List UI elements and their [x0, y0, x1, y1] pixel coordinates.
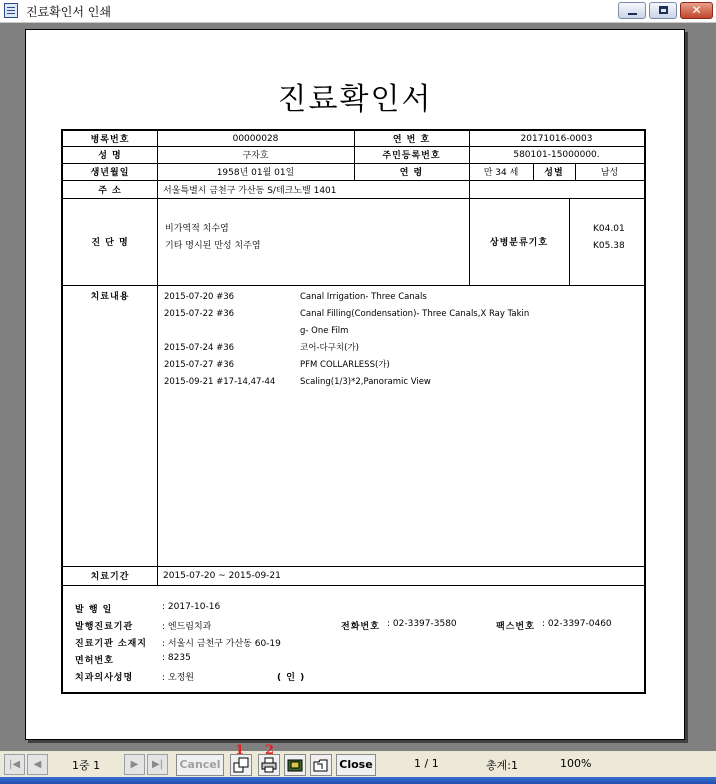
- page-count: 1 / 1: [414, 757, 439, 770]
- last-page-button[interactable]: [147, 754, 168, 775]
- export-button[interactable]: [284, 754, 306, 776]
- license-value: : 8235: [162, 653, 191, 663]
- title-bar: [0, 0, 716, 23]
- treatment-date: 2015-07-27 #36: [164, 360, 235, 370]
- age-value: 만 34 세: [483, 168, 519, 178]
- last-page-icon: ▶|: [151, 759, 164, 770]
- next-page-button[interactable]: [124, 754, 145, 775]
- treatment-row: [164, 374, 529, 391]
- treatment-content: Canal Filling(Condensation)- Three Canals,X Ray Takin: [300, 309, 530, 319]
- certificate-form: [61, 129, 646, 694]
- treatment-date: 2015-07-24 #36: [164, 343, 235, 353]
- print-preview-area[interactable]: [0, 23, 716, 751]
- page-setup-button[interactable]: [230, 743, 252, 776]
- license-label: 면허번호: [75, 656, 114, 666]
- treatment-label: 치료내용: [90, 291, 130, 302]
- close-icon: ✕: [691, 3, 702, 17]
- treatment-content: PFM COLLARLESS(가): [300, 360, 390, 370]
- fax-label: 팩스번호: [496, 622, 535, 632]
- next-page-icon: ▶: [130, 759, 139, 770]
- cancel-button[interactable]: Cancel: [176, 754, 224, 776]
- open-folder-icon: [313, 757, 329, 773]
- current-page-label: 1중 1: [72, 759, 101, 772]
- treatment-content: Scaling(1/3)*2,Panoramic View: [300, 377, 431, 387]
- disease-code-label: 상병분류기호: [489, 238, 549, 248]
- phone-label: 전화번호: [341, 622, 380, 632]
- annotation-marker-2: 2: [265, 743, 275, 758]
- export-icon: [287, 757, 303, 773]
- period-label: 치료기간: [90, 572, 130, 582]
- maximize-icon: [659, 6, 668, 14]
- close-preview-button[interactable]: Close: [336, 754, 376, 776]
- window-title: 진료확인서 인쇄: [26, 5, 111, 19]
- doctor-label: 치과의사성명: [75, 673, 134, 683]
- clinic-value: : 엔드림치과: [162, 622, 212, 632]
- first-page-button[interactable]: [4, 754, 25, 775]
- printer-icon: [261, 757, 277, 773]
- print-button[interactable]: [258, 743, 280, 776]
- address-value: 서울특별시 금천구 가산동 S/테크노밸 1401: [163, 185, 337, 196]
- period-value: 2015-07-20 ~ 2015-09-21: [163, 570, 281, 581]
- treatment-date: 2015-07-20 #36: [164, 292, 235, 302]
- taskbar: [0, 777, 716, 784]
- first-page-icon: |◀: [8, 759, 21, 770]
- treatment-date: 2015-07-22 #36: [164, 309, 235, 319]
- minimize-button[interactable]: [618, 2, 646, 19]
- treatment-row: [164, 289, 529, 306]
- disease-code-list: [593, 221, 625, 255]
- maximize-button[interactable]: [649, 2, 677, 19]
- treatment-date: [164, 323, 300, 340]
- open-file-button[interactable]: [310, 754, 332, 776]
- app-document-icon: [4, 3, 18, 18]
- fax-value: : 02-3397-0460: [542, 619, 612, 629]
- diagnosis-list: [165, 221, 261, 255]
- sex-label: 성별: [544, 168, 564, 178]
- minimize-icon: [628, 13, 637, 15]
- age-label: 연 령: [399, 168, 424, 178]
- birth-label: 생년월일: [90, 168, 130, 178]
- chart-no-label: 병록번호: [90, 135, 130, 145]
- address-label: 주 소: [98, 185, 122, 196]
- treatment-list: [164, 289, 529, 391]
- treatment-row: [164, 306, 529, 323]
- resident-no-value: 580101-15000000.: [513, 149, 600, 160]
- treatment-date: 2015-09-21 #17-14,47-44: [164, 377, 276, 387]
- prev-page-icon: ◀: [33, 759, 42, 770]
- disease-code: K05.38: [593, 241, 625, 251]
- diagnosis-item: 비가역적 치수염: [165, 224, 229, 234]
- treatment-row: [164, 357, 529, 374]
- serial-no-label: 연 번 호: [392, 135, 431, 145]
- name-label: 성 명: [98, 151, 122, 161]
- zoom-level: 100%: [560, 757, 592, 770]
- birth-value: 1958년 01월 01일: [216, 168, 295, 178]
- disease-code: K04.01: [593, 224, 625, 234]
- treatment-row: [164, 340, 529, 357]
- treatment-content: 코어-다구치(가): [300, 343, 359, 353]
- chart-no-value: 00000028: [232, 133, 279, 144]
- phone-value: : 02-3397-3580: [387, 619, 457, 629]
- issue-date-value: : 2017-10-16: [162, 602, 221, 612]
- treatment-content: g- One Film: [300, 326, 349, 336]
- name-value: 구자호: [242, 151, 269, 161]
- document-title: 진료확인서: [277, 82, 433, 117]
- clinic-address-value: : 서울시 금천구 가산동 60-19: [162, 639, 281, 649]
- issue-date-label: 발 행 일: [75, 605, 113, 615]
- doctor-value: : 오정원: [162, 673, 194, 683]
- seal-mark: ( 인 ): [277, 673, 306, 683]
- page-setup-icon: [233, 757, 249, 773]
- total-count: 총계:1: [486, 759, 518, 772]
- serial-no-value: 20171016-0003: [520, 133, 593, 144]
- document-page: [25, 29, 685, 740]
- resident-no-label: 주민등록번호: [382, 151, 441, 161]
- prev-page-button[interactable]: [27, 754, 48, 775]
- clinic-label: 발행진료기관: [75, 622, 134, 632]
- clinic-address-label: 진료기관 소재지: [75, 639, 147, 649]
- annotation-marker-1: 1: [235, 743, 245, 758]
- treatment-content: Canal Irrigation- Three Canals: [300, 292, 427, 302]
- close-window-button[interactable]: [680, 2, 713, 19]
- sex-value: 남성: [600, 168, 619, 178]
- diagnosis-label: 진 단 명: [91, 238, 129, 248]
- diagnosis-item: 기타 명시된 만성 치주염: [165, 241, 261, 251]
- treatment-row: [164, 323, 529, 340]
